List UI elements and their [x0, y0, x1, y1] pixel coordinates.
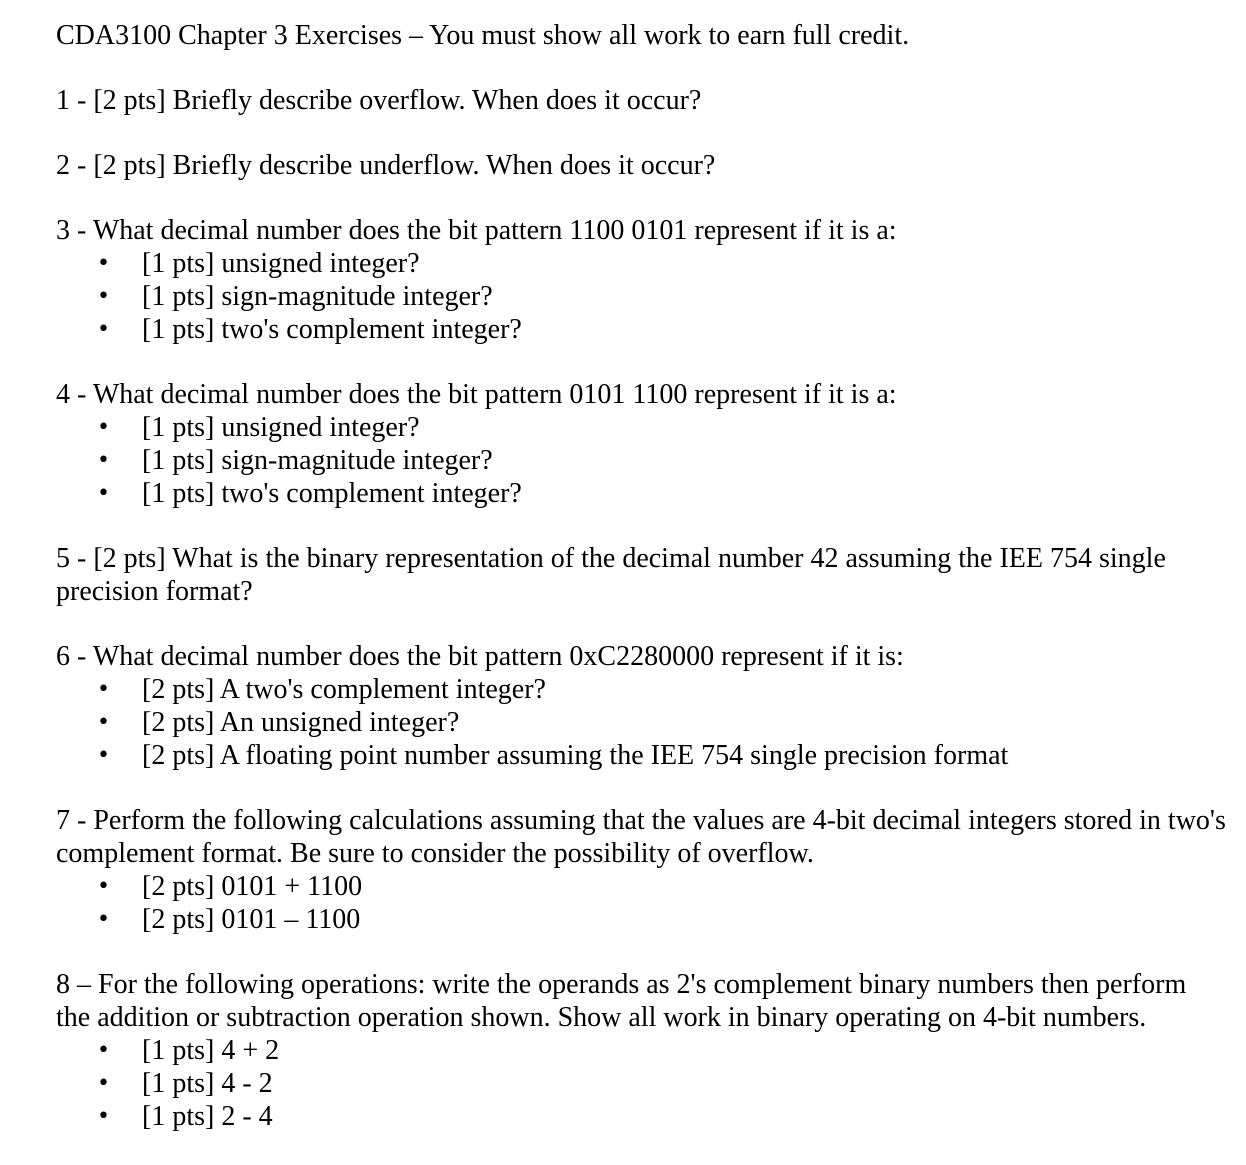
- question-4: [56, 378, 1226, 510]
- list-item-text: [2 pts] 0101 + 1100: [142, 871, 363, 902]
- question-7: [56, 804, 1226, 936]
- bullet-icon: •: [97, 907, 110, 932]
- question-text: 6 - What decimal number does the bit pattern 0xC2280000 represent if it is:: [56, 641, 904, 672]
- bullet-icon: •: [97, 1104, 110, 1129]
- bullet-icon: •: [97, 710, 110, 735]
- bullet-list: [56, 673, 1226, 772]
- bullet-icon: •: [97, 874, 110, 899]
- list-item-text: [1 pts] 2 - 4: [142, 1101, 273, 1132]
- bullet-icon: •: [97, 743, 110, 768]
- list-item: [56, 1067, 1226, 1100]
- bullet-icon: •: [97, 481, 110, 506]
- list-item: [56, 477, 1226, 510]
- document-page: [56, 19, 1226, 1165]
- list-item-text: [1 pts] two's complement integer?: [142, 478, 522, 509]
- bullet-list: [56, 411, 1226, 510]
- list-item: [56, 706, 1226, 739]
- bullet-icon: •: [97, 677, 110, 702]
- list-item-text: [1 pts] 4 - 2: [142, 1068, 273, 1099]
- bullet-icon: •: [97, 284, 110, 309]
- question-text: 3 - What decimal number does the bit pattern 1100 0101 represent if it is a:: [56, 215, 897, 246]
- list-item: [56, 444, 1226, 477]
- question-text: 4 - What decimal number does the bit pattern 0101 1100 represent if it is a:: [56, 379, 897, 410]
- bullet-icon: •: [97, 415, 110, 440]
- list-item-text: [2 pts] An unsigned integer?: [142, 707, 460, 738]
- question-2: [56, 149, 1226, 182]
- list-item: [56, 870, 1226, 903]
- list-item: [56, 411, 1226, 444]
- list-item-text: [2 pts] 0101 – 1100: [142, 904, 361, 935]
- bullet-list: [56, 1034, 1226, 1133]
- question-text: 2 - [2 pts] Briefly describe underflow. When does it occur?: [56, 150, 716, 181]
- list-item: [56, 673, 1226, 706]
- bullet-list: [56, 247, 1226, 346]
- list-item-text: [1 pts] unsigned integer?: [142, 412, 420, 443]
- bullet-icon: •: [97, 251, 110, 276]
- list-item-text: [2 pts] A two's complement integer?: [142, 674, 546, 705]
- list-item-text: [1 pts] sign-magnitude integer?: [142, 445, 493, 476]
- list-item: [56, 247, 1226, 280]
- list-item: [56, 1034, 1226, 1067]
- list-item: [56, 1100, 1226, 1133]
- list-item-text: [1 pts] unsigned integer?: [142, 248, 420, 279]
- question-6: [56, 640, 1226, 772]
- bullet-icon: •: [97, 1038, 110, 1063]
- question-text: 5 - [2 pts] What is the binary representation of the decimal number 42 assuming the IEE 754 single precision format?: [56, 543, 1166, 607]
- question-5: [56, 542, 1226, 608]
- bullet-icon: •: [97, 448, 110, 473]
- list-item: [56, 903, 1226, 936]
- bullet-list: [56, 870, 1226, 936]
- list-item: [56, 313, 1226, 346]
- question-text: 7 - Perform the following calculations assuming that the values are 4-bit decimal integers stored in two's complement format. Be sure to consider the possibility of overflow.: [56, 805, 1226, 869]
- question-3: [56, 214, 1226, 346]
- question-text: 1 - [2 pts] Briefly describe overflow. When does it occur?: [56, 85, 702, 116]
- question-text: 8 – For the following operations: write the operands as 2's complement binary numbers then perform the addition or subtraction operation shown. Show all work in binary operating on 4-bit numbers.: [56, 969, 1187, 1033]
- bullet-icon: •: [97, 317, 110, 342]
- list-item: [56, 280, 1226, 313]
- list-item-text: [1 pts] two's complement integer?: [142, 314, 522, 345]
- question-1: [56, 84, 1226, 117]
- question-8: [56, 968, 1226, 1133]
- bullet-icon: •: [97, 1071, 110, 1096]
- list-item-text: [1 pts] sign-magnitude integer?: [142, 281, 493, 312]
- page-title: CDA3100 Chapter 3 Exercises – You must show all work to earn full credit.: [56, 20, 910, 51]
- list-item-text: [2 pts] A floating point number assuming the IEE 754 single precision format: [142, 740, 1009, 771]
- list-item: [56, 739, 1226, 772]
- list-item-text: [1 pts] 4 + 2: [142, 1035, 280, 1066]
